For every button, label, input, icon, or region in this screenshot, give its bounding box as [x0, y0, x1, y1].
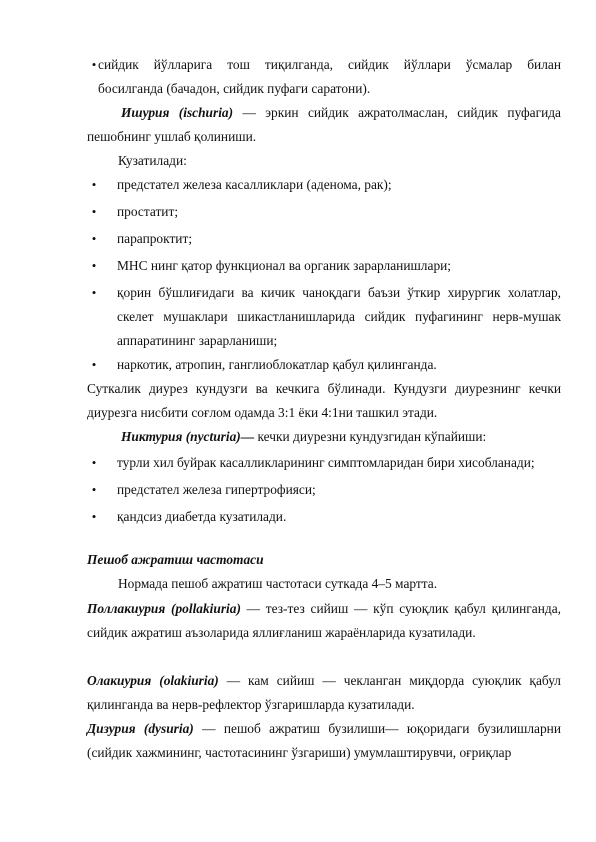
bullet-icon: •	[91, 455, 97, 470]
list-item	[87, 353, 561, 377]
list-item	[87, 173, 561, 197]
bullet-icon: •	[91, 204, 97, 219]
pollakiuria-definition	[87, 597, 561, 645]
list-item-text: МНС нинг қатор функционал ва органик зарарланишлари;	[117, 258, 452, 273]
list-item-text: предстател железа гипертрофияси;	[117, 482, 316, 497]
list-item	[87, 451, 561, 475]
ischuria-term: Ишурия (ischuria)	[121, 105, 234, 120]
list-item	[87, 254, 561, 278]
olakiuria-definition	[87, 669, 561, 717]
bullet-icon: •	[91, 509, 97, 524]
ischuria-definition	[87, 101, 561, 149]
bullet-icon: •	[91, 357, 97, 372]
list-item-text: қандсиз диабетда кузатилади.	[117, 509, 287, 524]
section-heading: Пешоб ажратиш частотаси	[87, 552, 264, 567]
bullet-icon: •	[91, 231, 97, 246]
dysuria-term: Дизурия (dysuria)	[87, 721, 194, 736]
list-item-text: парапроктит;	[117, 231, 193, 246]
list-item	[87, 505, 561, 529]
list-item-text: предстател железа касалликлари (аденома, рак);	[117, 177, 392, 192]
bullet-icon: •	[91, 57, 97, 72]
list-item	[87, 478, 561, 502]
nycturia-text: кечки диурезни кундузгидан кўпайиши:	[254, 429, 487, 444]
bullet-icon: •	[91, 177, 97, 192]
nycturia-term: Никтурия (nycturia)—	[121, 429, 255, 444]
bullet-text-line1: сийдик йўлларига тош тиқилганда, сийдик йўллари ўсмалар билан	[98, 57, 561, 72]
pollakiuria-term: Поллакиурия (pollakiuria)	[87, 601, 241, 616]
bullet-icon: •	[91, 482, 97, 497]
list-item	[87, 227, 561, 251]
list-item-text: қорин бўшлиғидаги ва кичик чаноқдаги баъзи ўткир хирургик холатлар, скелет мушаклари шикастланишларида сийдик пуфагининг нерв-мушак аппаратининг зарарланиши;	[117, 285, 561, 348]
dysuria-definition	[87, 717, 561, 765]
diuresis-paragraph: Суткалик диурез кундузги ва кечкига бўлинади. Кундузги диурезнинг кечки диурезга нисбити соғлом одамда 3:1 ёки 4:1ни ташкил этади.	[87, 381, 561, 420]
pollakiuria-text: — тез-тез сийиш — кўп суюқлик қабул қилинганда, сийдик ажратиш аъзоларида яллиғланиш жараёнларида кузатилади.	[87, 601, 561, 640]
observed-label: Кузатилади:	[118, 153, 187, 168]
dysuria-text: — пешоб ажратиш бузилиши— юқоридаги бузилишларни (сийдик хажмининг, частотасининг ўзгариши) умумлаштирувчи, оғриқлар	[87, 721, 561, 760]
ischuria-text: — эркин сийдик ажратолмаслан, сийдик пуфагида пешобнинг ушлаб қолиниши.	[87, 105, 561, 144]
norm-paragraph: Нормада пешоб ажратиш частотаси суткада 4–5 мартта.	[118, 576, 438, 591]
bullet-text-line2: босилганда (бачадон, сийдик пуфаги саратони).	[98, 81, 371, 96]
nycturia-definition	[87, 425, 561, 449]
olakiuria-text: — кам сийиш — чекланган миқдорда суюқлик қабул қилинганда ва нерв-рефлектор ўзгаришларда кузатилади.	[87, 673, 561, 712]
bullet-icon: •	[91, 285, 97, 300]
olakiuria-term: Олакиурия (olakiuria)	[87, 673, 219, 688]
bullet-item-stones	[87, 53, 561, 101]
bullet-icon: •	[91, 258, 97, 273]
list-item-text: турли хил буйрак касалликларининг симптомларидан бири хисобланади;	[117, 455, 535, 470]
list-item	[87, 200, 561, 224]
list-item-text: наркотик, атропин, ганглиоблокатлар қабул қилинганда.	[117, 357, 437, 372]
list-item	[87, 281, 561, 353]
list-item-text: простатит;	[117, 204, 179, 219]
